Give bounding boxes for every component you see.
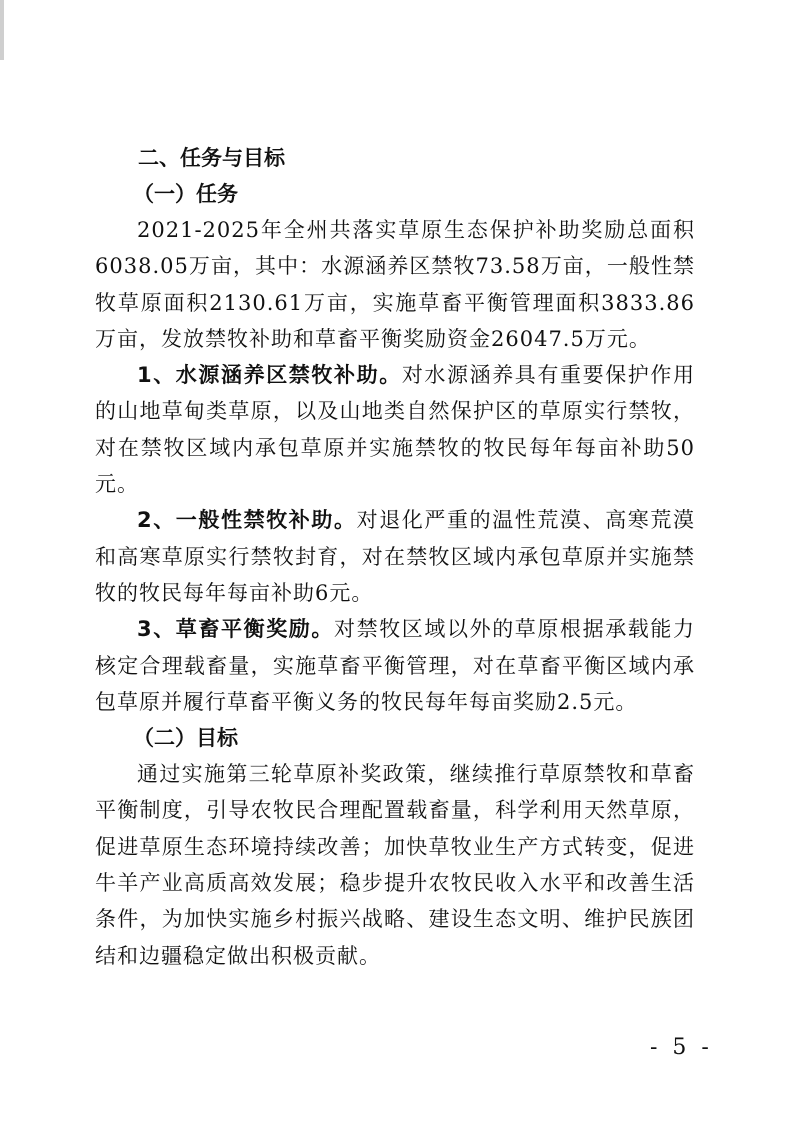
item-lead-3: 3、草畜平衡奖励。 bbox=[137, 617, 335, 642]
item-paragraph-2 bbox=[95, 502, 695, 611]
scan-edge bbox=[0, 0, 4, 60]
section-title: 二、任务与目标 bbox=[138, 146, 285, 170]
item-paragraph-3 bbox=[95, 611, 695, 720]
item-text-3: 对禁牧区域以外的草原根据承载能力核定合理载畜量，实施草畜平衡管理，对在草畜平衡区域内承包草原并履行草畜平衡义务的牧民每年每亩奖励2.5元。 bbox=[95, 617, 695, 714]
item-lead-1: 1、水源涵养区禁牧补助。 bbox=[137, 363, 402, 388]
item-lead-2: 2、一般性禁牧补助。 bbox=[137, 508, 357, 533]
page-number: - 5 - bbox=[650, 1035, 713, 1060]
task-intro-paragraph: 2021-2025年全州共落实草原生态保护补助奖励总面积6038.05万亩，其中：水源涵养区禁牧73.58万亩，一般性禁牧草原面积2130.61万亩，实施草畜平衡管理面积3833.86万亩，发放禁牧补助和草畜平衡奖励资金26047.5万元。 bbox=[95, 218, 695, 351]
subsection-goal-heading: （二）目标 bbox=[133, 726, 238, 751]
subsection-task-heading: （一）任务 bbox=[133, 182, 238, 206]
item-text-1: 对水源涵养具有重要保护作用的山地草甸类草原，以及山地类自然保护区的草原实行禁牧，对在禁牧区域内承包草原并实施禁牧的牧民每年每亩补助50元。 bbox=[95, 363, 695, 497]
item-text-2: 对退化严重的温性荒漠、高寒荒漠和高寒草原实行禁牧封育，对在禁牧区域内承包草原并实施禁牧的牧民每年每亩补助6元。 bbox=[95, 508, 695, 605]
item-paragraph-1 bbox=[95, 357, 695, 502]
document-body bbox=[95, 140, 695, 974]
goal-paragraph: 通过实施第三轮草原补奖政策，继续推行草原禁牧和草畜平衡制度，引导农牧民合理配置载畜量，科学利用天然草原，促进草原生态环境持续改善；加快草牧业生产方式转变，促进牛羊产业高质高效发展；稳步提升农牧民收入水平和改善生活条件，为加快实施乡村振兴战略、建设生态文明、维护民族团结和边疆稳定做出积极贡献。 bbox=[95, 762, 695, 968]
